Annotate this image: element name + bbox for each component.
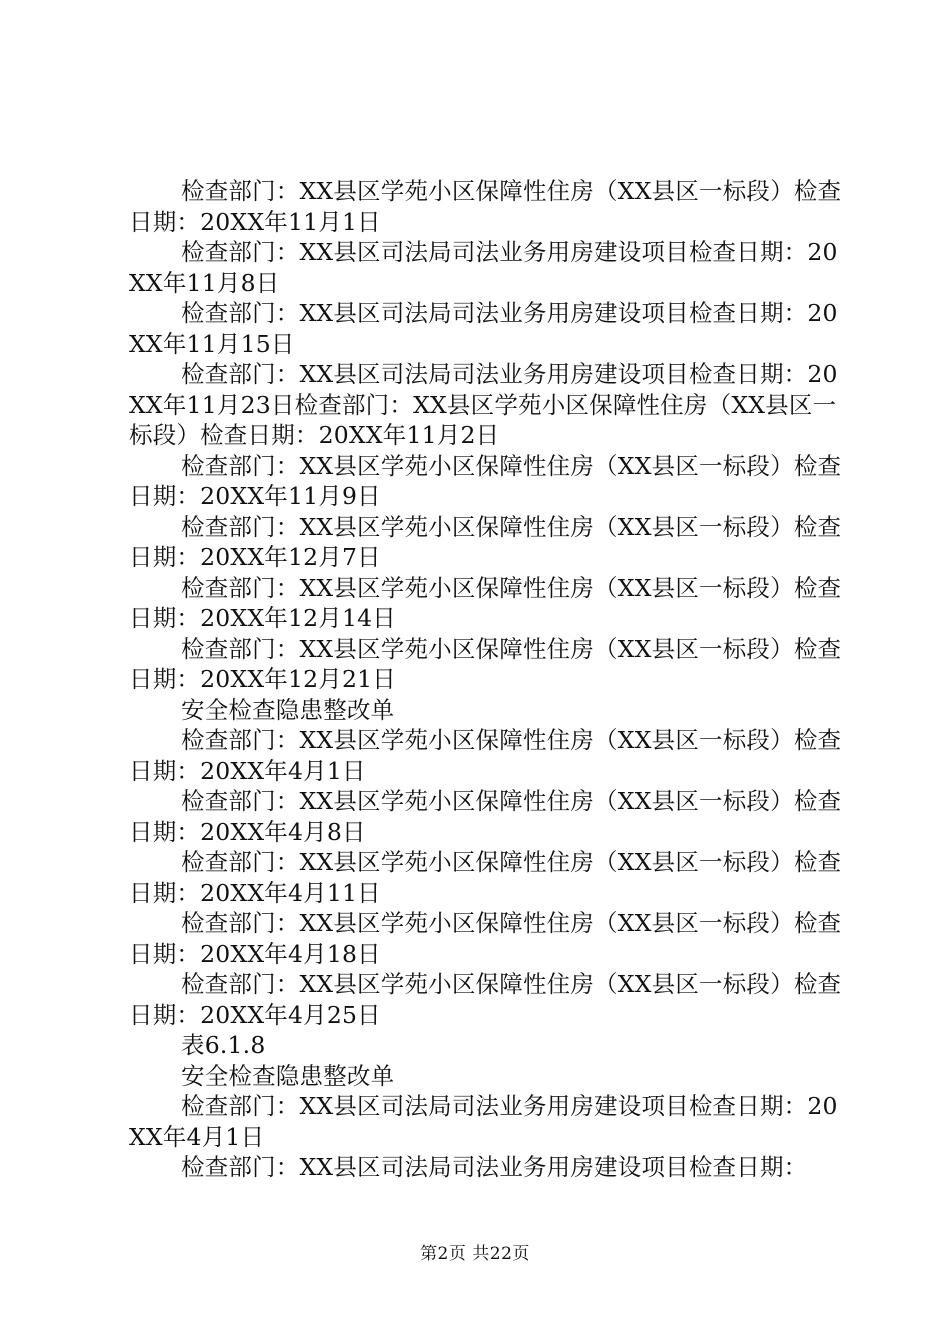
paragraph: 检查部门：XX县区学苑小区保障性住房（XX县区一标段）检查日期：20XX年12月21日 xyxy=(129,634,842,693)
section-heading: 安全检查隐患整改单 xyxy=(181,1061,395,1090)
paragraph: 检查部门：XX县区司法局司法业务用房建设项目检查日期：20XX年11月23日检查部门：XX县区学苑小区保障性住房（XX县区一标段）检查日期：20XX年11月2日 xyxy=(129,360,838,449)
page-number-footer: 第2页 共22页 xyxy=(420,1244,530,1264)
table-caption: 表6.1.8 xyxy=(181,1031,266,1059)
paragraph: 检查部门：XX县区学苑小区保障性住房（XX县区一标段）检查日期：20XX年4月1日 xyxy=(129,726,842,785)
section-heading: 安全检查隐患整改单 xyxy=(181,695,395,724)
paragraph: 检查部门：XX县区学苑小区保障性住房（XX县区一标段）检查日期：20XX年4月18日 xyxy=(129,909,842,968)
paragraph: 检查部门：XX县区司法局司法业务用房建设项目检查日期： xyxy=(181,1153,808,1181)
paragraph: 检查部门：XX县区司法局司法业务用房建设项目检查日期：20XX年4月1日 xyxy=(129,1092,838,1151)
paragraph: 检查部门：XX县区学苑小区保障性住房（XX县区一标段）检查日期：20XX年12月14日 xyxy=(129,573,842,632)
paragraph: 检查部门：XX县区学苑小区保障性住房（XX县区一标段）检查日期：20XX年4月11日 xyxy=(129,848,842,907)
paragraph: 检查部门：XX县区学苑小区保障性住房（XX县区一标段）检查日期：20XX年4月25日 xyxy=(129,970,842,1029)
paragraph: 检查部门：XX县区学苑小区保障性住房（XX县区一标段）检查日期：20XX年11月1日 xyxy=(129,177,842,236)
document-body xyxy=(129,176,849,1183)
paragraph: 检查部门：XX县区司法局司法业务用房建设项目检查日期：20XX年11月8日 xyxy=(129,238,838,297)
paragraph: 检查部门：XX县区司法局司法业务用房建设项目检查日期：20XX年11月15日 xyxy=(129,299,838,358)
paragraph: 检查部门：XX县区学苑小区保障性住房（XX县区一标段）检查日期：20XX年4月8日 xyxy=(129,787,842,846)
paragraph: 检查部门：XX县区学苑小区保障性住房（XX县区一标段）检查日期：20XX年12月7日 xyxy=(129,512,842,571)
paragraph: 检查部门：XX县区学苑小区保障性住房（XX县区一标段）检查日期：20XX年11月9日 xyxy=(129,451,842,510)
